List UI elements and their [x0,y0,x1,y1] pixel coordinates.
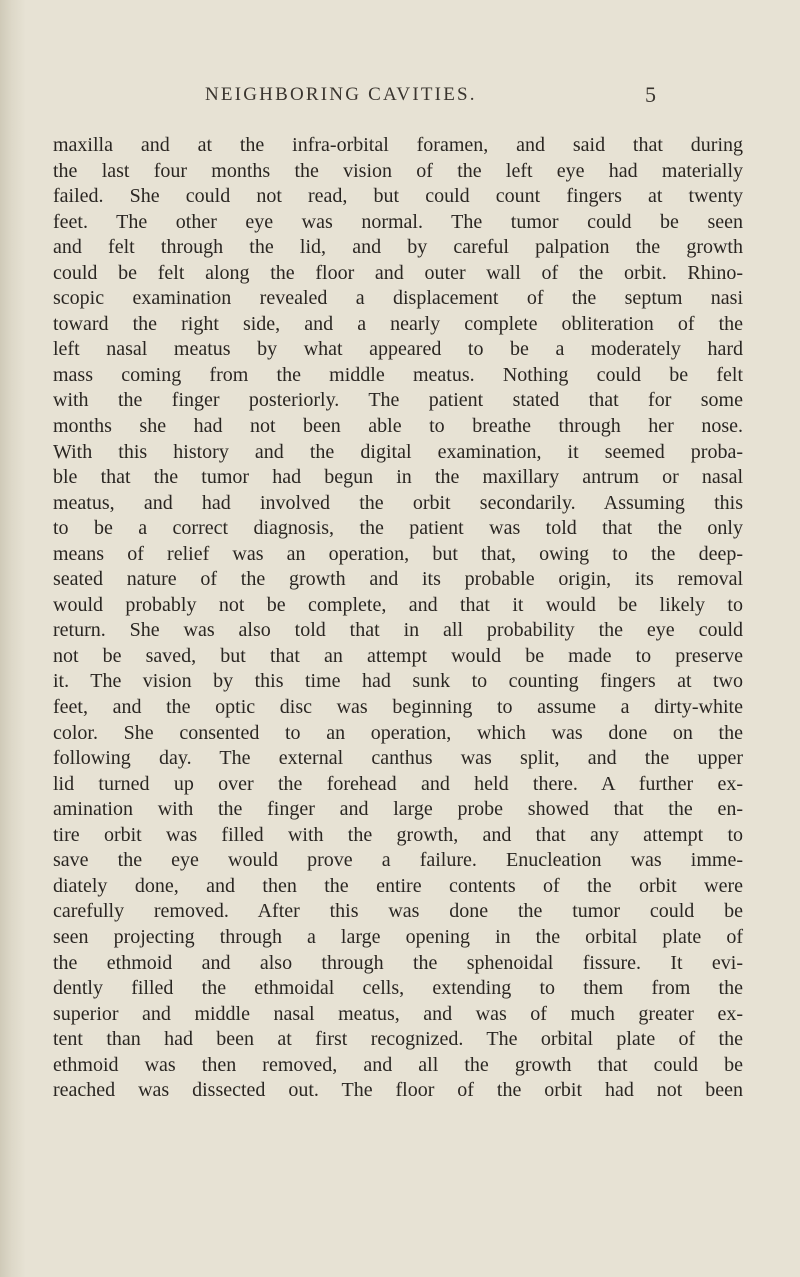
text-line: color. She consented to an operation, which was done on the [53,721,743,744]
text-line: seen projecting through a large opening in the orbital plate of [53,925,743,948]
text-line: months she had not been able to breathe through her nose. [53,415,743,438]
text-line: feet. The other eye was normal. The tumor could be seen [53,210,743,233]
page-binding-shadow [0,0,26,1277]
text-line: toward the right side, and a nearly complete obliteration of the [53,312,743,335]
text-line: failed. She could not read, but could count fingers at twenty [53,185,743,208]
text-line: amination with the finger and large probe showed that the en- [53,798,743,821]
text-line: lid turned up over the forehead and held there. A further ex- [53,772,743,795]
text-line: it. The vision by this time had sunk to counting fingers at two [53,670,743,693]
text-line: left nasal meatus by what appeared to be a moderately hard [53,338,743,361]
text-line: carefully removed. After this was done the tumor could be [53,900,743,923]
text-line: save the eye would prove a failure. Enucleation was imme- [53,849,743,872]
text-line: maxilla and at the infra-orbital foramen, and said that during [53,134,743,156]
text-line: reached was dissected out. The floor of the orbit had not been [53,1079,743,1102]
text-line: meatus, and had involved the orbit secondarily. Assuming this [53,491,743,514]
text-line: superior and middle nasal meatus, and was of much greater ex- [53,1002,743,1025]
text-line: could be felt along the floor and outer wall of the orbit. Rhino- [53,261,743,284]
text-line: to be a correct diagnosis, the patient was told that the only [53,517,743,540]
text-line: With this history and the digital examination, it seemed proba- [53,440,743,463]
page-number: 5 [645,82,656,107]
text-line: diately done, and then the entire contents of the orbit were [53,874,743,897]
running-head: NEIGHBORING CAVITIES. [205,84,477,105]
text-line: with the finger posteriorly. The patient stated that for some [53,389,743,412]
text-line: not be saved, but that an attempt would be made to preserve [53,644,743,667]
text-line: seated nature of the growth and its probable origin, its removal [53,568,743,591]
text-line: ethmoid was then removed, and all the growth that could be [53,1053,743,1076]
text-line: the last four months the vision of the left eye had materially [53,159,743,182]
text-line: mass coming from the middle meatus. Nothing could be felt [53,363,743,386]
text-line: and felt through the lid, and by careful palpation the growth [53,236,743,259]
text-line: tire orbit was filled with the growth, and that any attempt to [53,823,743,846]
text-line: ble that the tumor had begun in the maxillary antrum or nasal [53,466,743,489]
text-line: the ethmoid and also through the sphenoidal fissure. It evi- [53,951,743,974]
text-line: scopic examination revealed a displacement of the septum nasi [53,287,743,310]
text-line: tent than had been at first recognized. The orbital plate of the [53,1028,743,1051]
text-line: dently filled the ethmoidal cells, extending to them from the [53,977,743,1000]
page-header [0,84,800,114]
text-line: feet, and the optic disc was beginning to assume a dirty-white [53,696,743,719]
body-text [53,133,743,1104]
text-line: would probably not be complete, and that it would be likely to [53,593,743,616]
text-line: means of relief was an operation, but that, owing to the deep- [53,542,743,565]
text-line: following day. The external canthus was split, and the upper [53,747,743,770]
text-line: return. She was also told that in all probability the eye could [53,619,743,642]
